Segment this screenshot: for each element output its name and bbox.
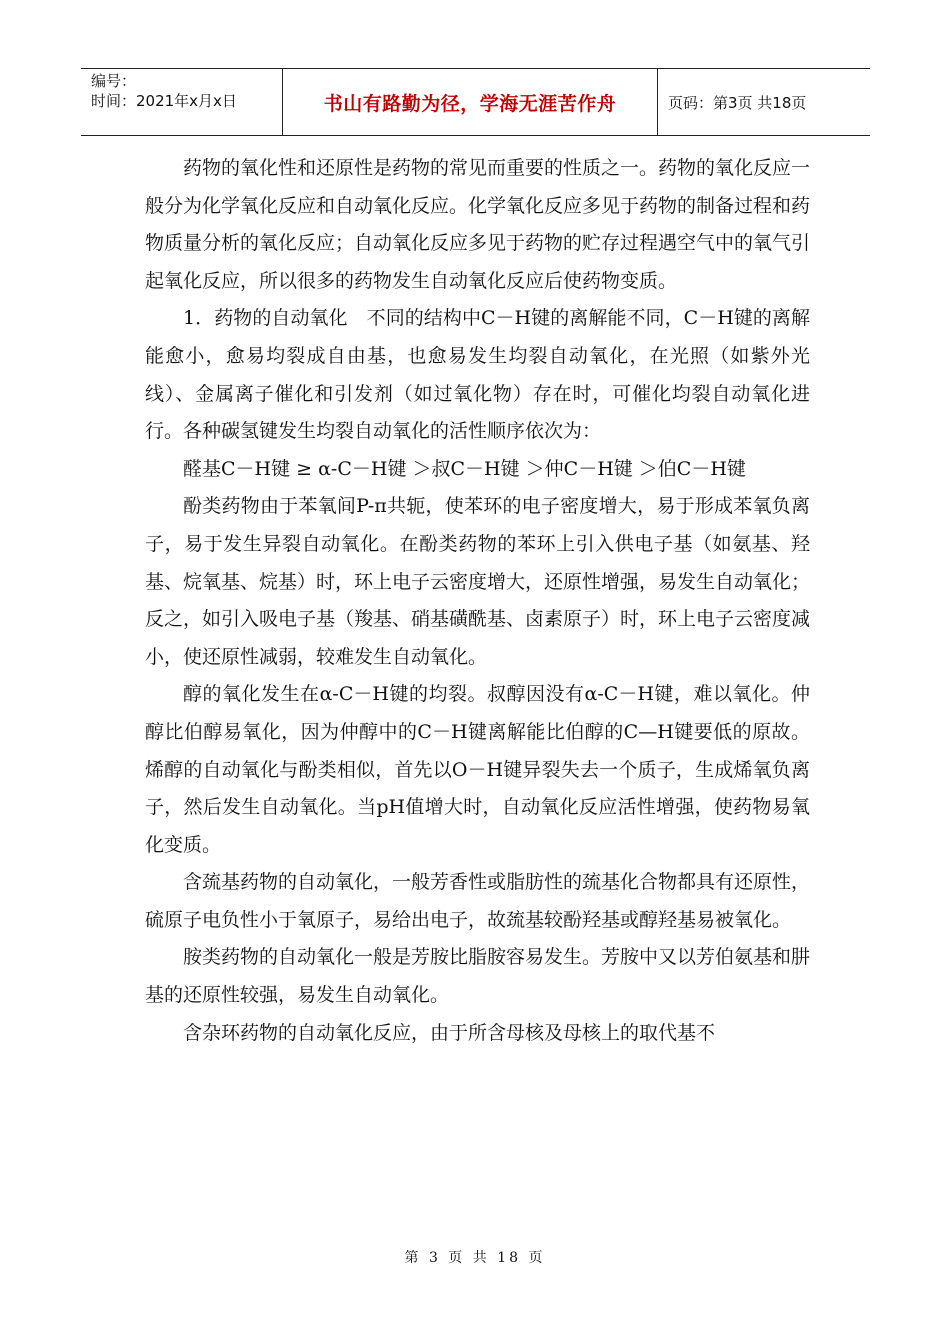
- paragraph: 药物的氧化性和还原性是药物的常见而重要的性质之一。药物的氧化反应一般分为化学氧化反应和自动氧化反应。化学氧化反应多见于药物的制备过程和药物质量分析的氧化反应；自动氧化反应多见于药物的贮存过程遇空气中的氧气引起氧化反应，所以很多的药物发生自动氧化反应后使药物变质。: [145, 157, 811, 292]
- page-header: [81, 68, 870, 136]
- document-time-label: 时间：2021年x月x日: [91, 92, 237, 110]
- header-page-info: 页码：第3页 共18页: [668, 93, 807, 112]
- paragraph: 胺类药物的自动氧化一般是芳胺比脂胺容易发生。芳胺中又以芳伯氨基和肼基的还原性较强，易发生自动氧化。: [145, 946, 811, 1007]
- header-motto: 书山有路勤为径，学海无涯苦作舟: [283, 69, 658, 135]
- paragraph: 醛基C－H键 ≥ α-C－H键 ＞叔C－H键 ＞仲C－H键 ＞伯C－H键: [183, 457, 746, 480]
- document-number-label: 编号：: [91, 72, 137, 90]
- paragraph: 酚类药物由于苯氧间P-π共轭，使苯环的电子密度增大，易于形成苯氧负离子，易于发生异裂自动氧化。在酚类药物的苯环上引入供电子基（如氨基、羟基、烷氧基、烷基）时，环上电子云密度增大，还原性增强，易发生自动氧化；反之，如引入吸电子基（羧基、硝基磺酰基、卤素原子）时，环上电子云密度减小，使还原性减弱，较难发生自动氧化。: [145, 495, 811, 668]
- header-meta: [81, 69, 283, 135]
- page-footer: 第 3 页 共 18 页: [404, 1250, 546, 1266]
- paragraph: 含杂环药物的自动氧化反应，由于所含母核及母核上的取代基不: [183, 1021, 716, 1044]
- paragraph: 醇的氧化发生在α-C－H键的均裂。叔醇因没有α-C－H键，难以氧化。仲醇比伯醇易氧化，因为仲醇中的C－H键离解能比伯醇的C—H键要低的原故。烯醇的自动氧化与酚类相似，首先以O－H键异裂失去一个质子，生成烯氧负离子，然后发生自动氧化。当pH值增大时，自动氧化反应活性增强，使药物易氧化变质。: [145, 683, 810, 856]
- paragraph: 含巯基药物的自动氧化，一般芳香性或脂肪性的巯基化合物都具有还原性，硫原子电负性小于氧原子，易给出电子，故巯基较酚羟基或醇羟基易被氧化。: [145, 871, 811, 931]
- paragraph: 1．药物的自动氧化 不同的结构中C－H键的离解能不同，C－H键的离解能愈小，愈易均裂成自由基，也愈易发生均裂自动氧化，在光照（如紫外光线）、金属离子催化和引发剂（如过氧化物）存在时，可催化均裂自动氧化进行。各种碳氢键发生均裂自动氧化的活性顺序依次为：: [145, 307, 810, 443]
- document-body: [145, 150, 810, 1052]
